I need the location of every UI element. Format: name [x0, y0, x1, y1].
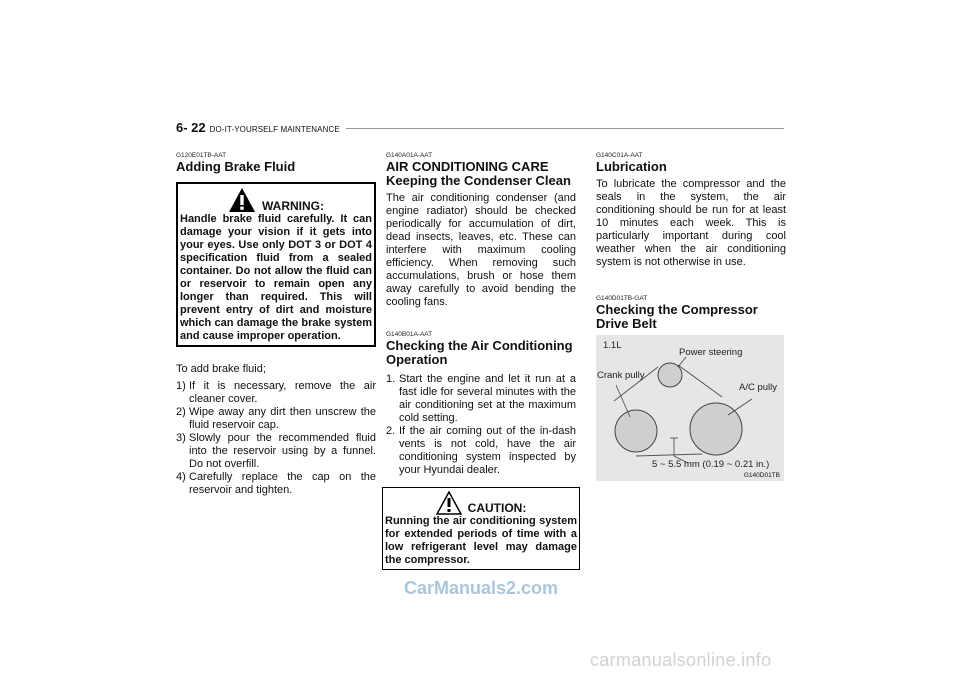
list-item: 3) Slowly pour the recommended fluid into the reservoir using by a funnel. Do not overfill. [176, 432, 376, 470]
brake-code: G120E01TB-AAT [176, 152, 227, 159]
column-air-conditioning [386, 152, 576, 570]
engine-label: 1.1L [603, 340, 622, 351]
lubrication-code: G140C01A-AAT [596, 152, 643, 159]
brake-steps [176, 380, 376, 497]
warning-title: WARNING: [262, 199, 324, 213]
caution-title: CAUTION: [467, 501, 527, 515]
belt-diagram [596, 335, 784, 481]
ac-code: G140A01A-AAT [386, 152, 433, 159]
caution-box [382, 487, 580, 570]
page-header [176, 120, 340, 135]
page-number: 6- 22 [176, 120, 206, 135]
crank-pulley [615, 410, 657, 452]
ac-title: AIR CONDITIONING CARE [386, 159, 549, 174]
warning-icon [228, 187, 256, 213]
deflection-label: 5 ~ 5.5 mm (0.19 ~ 0.21 in.) [652, 459, 770, 470]
lubrication-title: Lubrication [596, 159, 667, 174]
op-steps [386, 373, 576, 477]
section-title: DO-IT-YOURSELF MAINTENANCE [209, 125, 340, 134]
crank-label: Crank pully [597, 370, 645, 381]
header-rule [346, 128, 784, 129]
lubrication-body: To lubricate the compressor and the seals in the system, the air conditioning should be run for at least 10 minutes each week. This is particularly important during cool weather when the air conditioning system is not otherwise in use. [596, 178, 786, 268]
column-lubrication [596, 152, 786, 481]
diagram-code: G140D01TB [743, 472, 780, 479]
list-item: 2) Wipe away any dirt then unscrew the fluid reservoir cap. [176, 406, 376, 431]
brake-intro: To add brake fluid; [176, 363, 266, 375]
list-item: 2. If the air coming out of the in-dash vents is not cold, have the air conditioning system inspected by your Hyundai dealer. [386, 425, 576, 476]
ac-label: A/C pully [739, 382, 778, 393]
condenser-body: The air conditioning condenser (and engine radiator) should be checked periodically for accumulation of dirt, dead insects, leaves, etc. These can interfere with maximum cooling efficiency. When removing such accumulations, brush or hose them away carefully to avoid bending the cooling fans. [386, 192, 576, 308]
caution-icon [436, 491, 462, 515]
list-item: 1. Start the engine and let it run at a fast idle for several minutes with the air conditioning set at the maximum cold setting. [386, 373, 576, 424]
op-title: Checking the Air Conditioning Operation [386, 338, 573, 367]
brake-title: Adding Brake Fluid [176, 159, 296, 174]
list-item: 4) Carefully replace the cap on the reservoir and tighten. [176, 471, 376, 496]
list-item: 1) If it is necessary, remove the air cleaner cover. [176, 380, 376, 405]
power-steering-label: Power steering [679, 347, 743, 358]
belt-title: Checking the Compressor Drive Belt [596, 302, 758, 331]
op-code: G140B01A-AAT [386, 331, 433, 338]
belt-code: G140D01TB-GAT [596, 295, 648, 302]
condenser-title: Keeping the Condenser Clean [386, 173, 571, 188]
warning-box [176, 182, 376, 347]
warning-text: Handle brake fluid carefully. It can damage your vision if it gets into your eyes. Use only DOT 3 or DOT 4 specification fluid from a sealed container. Do not allow the fluid can or reservoir to remain open any longer than required. This will prevent entry of dirt and moisture which can damage the brake system and cause improper operation. [180, 213, 372, 342]
caution-text: Running the air conditioning system for extended periods of time with a low refrigerant level may damage the compressor. [385, 515, 577, 566]
watermark-logo[interactable]: CarManuals2.com [404, 578, 559, 598]
column-brake-fluid [176, 152, 376, 497]
footer-watermark: carmanualsonline.info [590, 650, 772, 670]
